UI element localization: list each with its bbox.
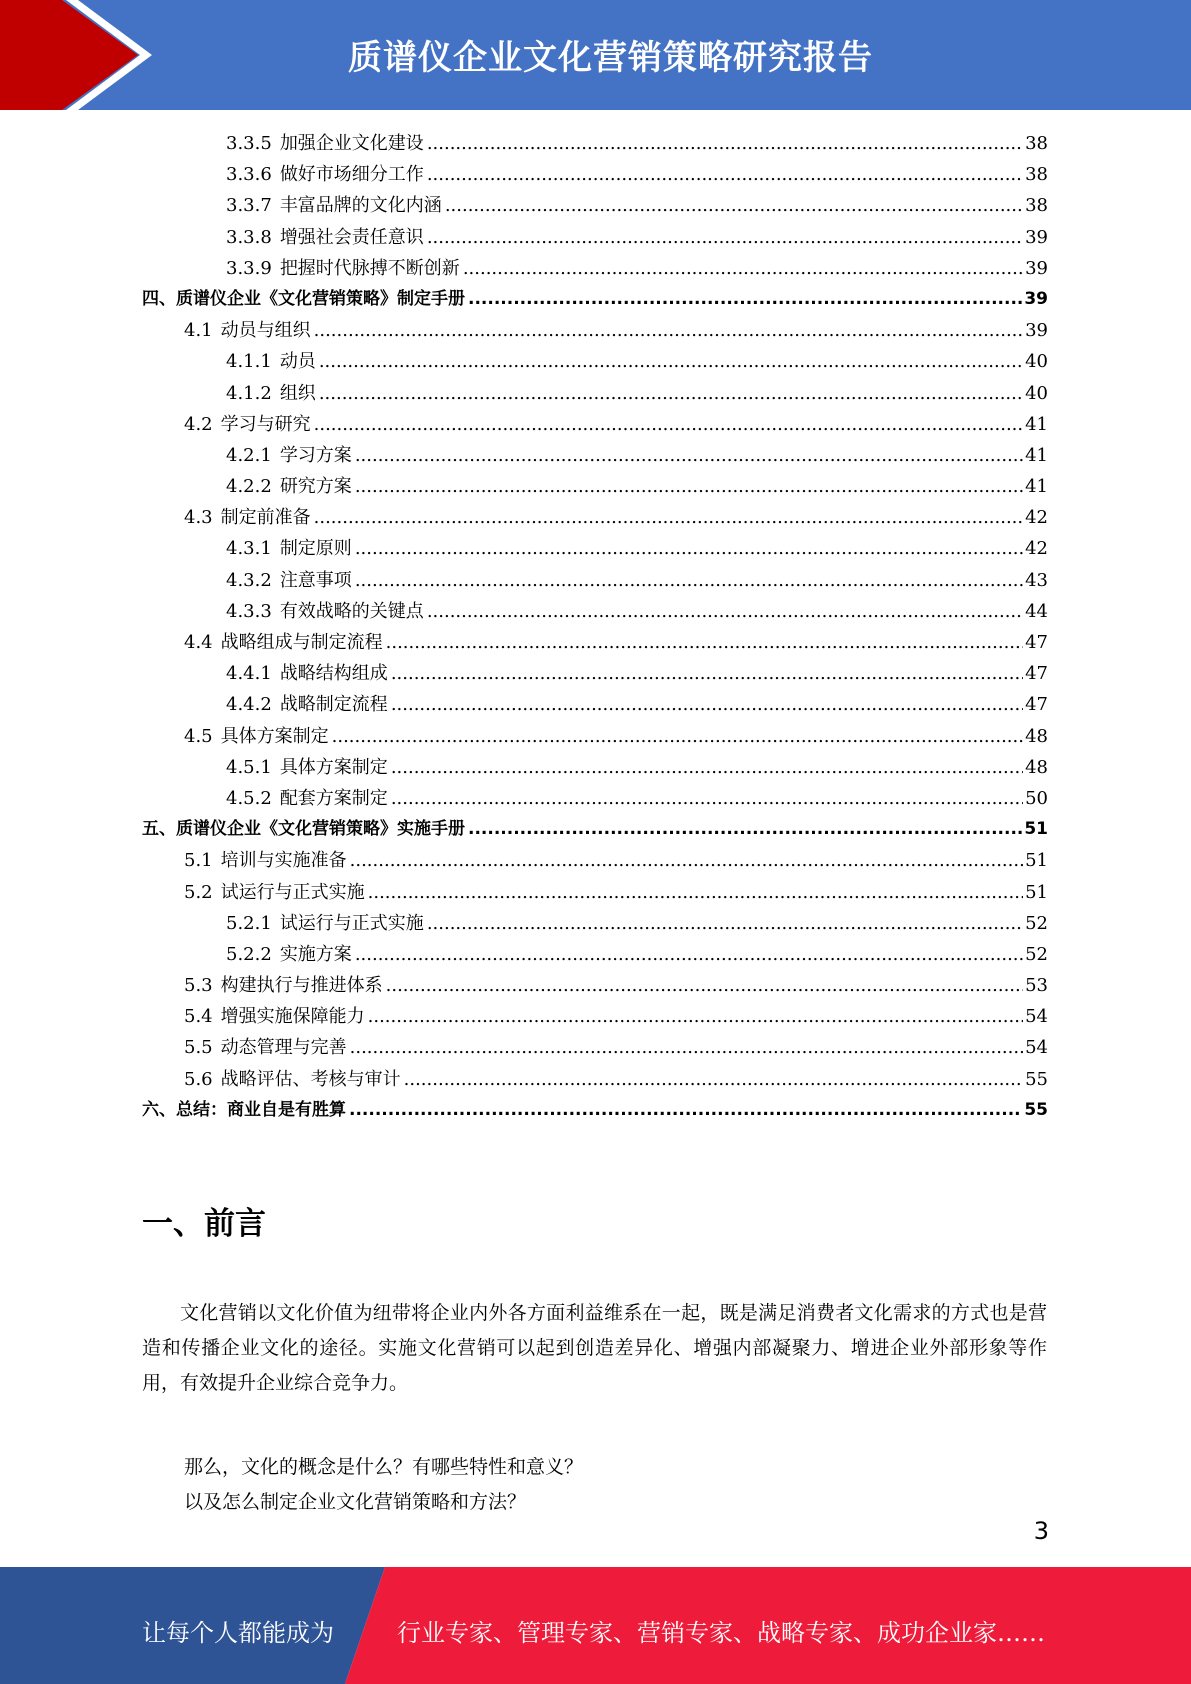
toc-entry-number: 4.4.1: [226, 663, 272, 685]
toc-entry[interactable]: [142, 721, 1048, 752]
toc-entry-number: 4.1: [184, 320, 213, 342]
toc-dot-leader: [314, 502, 1023, 533]
toc-entry-title: 试运行与正式实施: [220, 881, 365, 903]
toc-entry-page: 39: [1024, 288, 1048, 309]
toc-entry-title: 战略制定流程: [279, 694, 388, 716]
toc-entry[interactable]: [142, 783, 1048, 814]
toc-entry-page: 44: [1025, 600, 1048, 622]
table-of-contents: [142, 128, 1048, 1126]
toc-entry-page: 39: [1025, 257, 1048, 279]
toc-entry[interactable]: [142, 409, 1048, 440]
toc-entry-title: 配套方案制定: [279, 787, 388, 809]
toc-dot-leader: [404, 1064, 1023, 1095]
toc-entry-number: 4.3.3: [226, 600, 272, 622]
toc-entry[interactable]: [142, 533, 1048, 564]
toc-entry-number: 3.3.9: [226, 257, 272, 279]
toc-entry-title: 增强社会责任意识: [279, 226, 424, 248]
toc-entry[interactable]: [142, 970, 1048, 1001]
toc-entry-title: 具体方案制定: [220, 725, 329, 747]
toc-entry-title: 注意事项: [279, 569, 352, 591]
toc-entry-number: 4.5.2: [226, 787, 272, 809]
toc-dot-leader: [391, 752, 1023, 783]
toc-entry-title: 战略组成与制定流程: [220, 632, 383, 653]
toc-entry[interactable]: [142, 627, 1048, 658]
toc-dot-leader: [355, 565, 1023, 596]
toc-entry-number: 5.2: [184, 881, 213, 903]
toc-entry[interactable]: [142, 565, 1048, 596]
toc-dot-leader: [319, 378, 1023, 409]
toc-dot-leader: [355, 533, 1023, 564]
toc-entry-number: 4.2.1: [226, 444, 272, 466]
toc-entry-number: 4.4.2: [226, 694, 272, 716]
toc-entry-page: 38: [1025, 164, 1048, 186]
toc-dot-leader: [391, 783, 1023, 814]
toc-dot-leader: [386, 627, 1023, 658]
toc-entry-page: 41: [1025, 444, 1048, 466]
toc-entry-title: 增强实施保障能力: [220, 1006, 365, 1028]
toc-dot-leader: [332, 721, 1023, 752]
toc-entry-page: 42: [1025, 507, 1048, 529]
toc-dot-leader: [427, 159, 1023, 190]
toc-entry[interactable]: [142, 596, 1048, 627]
toc-entry-title: 组织: [279, 382, 316, 404]
toc-entry-page: 54: [1025, 1037, 1048, 1059]
toc-entry[interactable]: [142, 845, 1048, 876]
toc-entry[interactable]: [142, 378, 1048, 409]
toc-entry-number: 4.2.2: [226, 476, 272, 498]
toc-entry-number: 3.3.7: [226, 195, 272, 217]
toc-entry-title: 学习方案: [279, 444, 352, 466]
toc-entry-page: 39: [1025, 320, 1048, 342]
toc-dot-leader: [350, 1032, 1023, 1063]
toc-entry-page: 48: [1025, 756, 1048, 778]
toc-entry-title: 有效战略的关键点: [279, 600, 424, 622]
toc-entry[interactable]: [142, 1032, 1048, 1063]
toc-dot-leader: [427, 908, 1023, 939]
toc-entry-number: 5.1: [184, 850, 213, 872]
toc-entry-number: 3.3.8: [226, 226, 272, 248]
toc-entry[interactable]: [142, 471, 1048, 502]
toc-entry-page: 38: [1025, 195, 1048, 217]
toc-entry-page: 54: [1025, 1006, 1048, 1028]
toc-entry-title: 试运行与正式实施: [279, 912, 424, 934]
toc-entry-title: 培训与实施准备: [220, 850, 347, 872]
footer-slogan-right: 行业专家、管理专家、营销专家、战略专家、成功企业家……: [397, 1619, 1045, 1647]
toc-entry-number: 4.1.2: [226, 382, 272, 404]
footer-band: [0, 1567, 1191, 1684]
toc-entry-number: 4.2: [184, 413, 213, 435]
toc-entry-page: 53: [1025, 975, 1048, 997]
toc-entry-title: 动员: [279, 351, 316, 373]
toc-entry-page: 51: [1024, 819, 1048, 840]
toc-entry-page: 51: [1025, 881, 1048, 903]
toc-entry-page: 55: [1024, 1099, 1048, 1120]
toc-entry-title: 六、总结：商业自是有胜算: [142, 1099, 346, 1120]
toc-entry-page: 40: [1025, 351, 1048, 373]
toc-entry[interactable]: [142, 658, 1048, 689]
toc-dot-leader: [391, 658, 1023, 689]
toc-entry[interactable]: [142, 1001, 1048, 1032]
toc-entry-page: 39: [1025, 226, 1048, 248]
toc-entry[interactable]: [142, 908, 1048, 939]
toc-entry-page: 47: [1025, 694, 1048, 716]
toc-entry-page: 52: [1025, 943, 1048, 965]
page-number: 3: [1033, 1517, 1049, 1545]
toc-entry-page: 41: [1025, 476, 1048, 498]
toc-entry[interactable]: [142, 1095, 1048, 1126]
toc-entry-page: 48: [1025, 725, 1048, 747]
question-line-2: 以及怎么制定企业文化营销策略和方法？: [184, 1491, 527, 1513]
toc-entry-title: 实施方案: [279, 943, 352, 965]
toc-entry-title: 动员与组织: [220, 320, 311, 342]
toc-entry[interactable]: [142, 190, 1048, 221]
toc-dot-leader: [468, 284, 1022, 315]
toc-entry[interactable]: [142, 159, 1048, 190]
toc-entry-number: 5.3: [184, 975, 213, 997]
toc-entry[interactable]: [142, 689, 1048, 720]
document-title: 质谱仪企业文化营销策略研究报告: [348, 38, 873, 78]
toc-entry[interactable]: [142, 222, 1048, 253]
toc-entry-page: 50: [1025, 787, 1048, 809]
toc-entry-title: 加强企业文化建设: [279, 133, 424, 154]
toc-dot-leader: [314, 409, 1023, 440]
toc-entry-number: 3.3.5: [226, 133, 272, 154]
toc-entry-number: 4.4: [184, 632, 213, 653]
toc-entry-title: 具体方案制定: [279, 756, 388, 778]
toc-entry[interactable]: [142, 814, 1048, 845]
toc-dot-leader: [427, 222, 1023, 253]
toc-entry-number: 5.2.1: [226, 912, 272, 934]
header-band: [0, 0, 1191, 110]
toc-dot-leader: [386, 970, 1023, 1001]
toc-entry-title: 战略评估、考核与审计: [220, 1068, 401, 1090]
toc-entry-title: 构建执行与推进体系: [220, 975, 383, 997]
toc-dot-leader: [368, 877, 1023, 908]
toc-entry-page: 42: [1025, 538, 1048, 560]
toc-entry-title: 动态管理与完善: [220, 1037, 347, 1059]
toc-entry-number: 5.6: [184, 1068, 213, 1090]
toc-dot-leader: [355, 939, 1023, 970]
toc-entry[interactable]: [142, 877, 1048, 908]
toc-dot-leader: [349, 1095, 1022, 1126]
toc-dot-leader: [355, 440, 1023, 471]
toc-dot-leader: [427, 596, 1023, 627]
toc-entry-title: 丰富品牌的文化内涵: [279, 195, 442, 217]
toc-entry-page: 38: [1025, 133, 1048, 154]
toc-entry-number: 5.4: [184, 1006, 213, 1028]
toc-entry[interactable]: [142, 253, 1048, 284]
toc-dot-leader: [314, 315, 1023, 346]
toc-entry-title: 战略结构组成: [279, 663, 388, 685]
toc-entry-page: 40: [1025, 382, 1048, 404]
toc-entry-page: 47: [1025, 632, 1048, 653]
toc-entry-number: 3.3.6: [226, 164, 272, 186]
toc-entry-number: 4.5.1: [226, 756, 272, 778]
section-heading: 一、前言: [142, 1206, 266, 1242]
toc-dot-leader: [468, 814, 1022, 845]
toc-entry[interactable]: [142, 939, 1048, 970]
toc-dot-leader: [368, 1001, 1023, 1032]
toc-entry-number: 5.2.2: [226, 943, 272, 965]
toc-entry[interactable]: [142, 1064, 1048, 1095]
toc-entry-page: 52: [1025, 912, 1048, 934]
toc-entry-title: 四、质谱仪企业《文化营销策略》制定手册: [142, 288, 465, 309]
toc-entry[interactable]: [142, 346, 1048, 377]
toc-entry-number: 4.3: [184, 507, 213, 529]
toc-entry-number: 4.1.1: [226, 351, 272, 373]
toc-dot-leader: [445, 190, 1023, 221]
toc-entry-page: 47: [1025, 663, 1048, 685]
toc-entry-title: 做好市场细分工作: [279, 164, 424, 186]
toc-dot-leader: [427, 128, 1023, 159]
toc-entry[interactable]: [142, 284, 1048, 315]
toc-entry-title: 研究方案: [279, 476, 352, 498]
toc-dot-leader: [319, 346, 1023, 377]
toc-entry[interactable]: [142, 315, 1048, 346]
toc-entry-page: 41: [1025, 413, 1048, 435]
toc-entry-number: 4.3.1: [226, 538, 272, 560]
toc-dot-leader: [355, 471, 1023, 502]
footer-slogan-left: 让每个人都能成为: [142, 1619, 334, 1647]
toc-entry-title: 把握时代脉搏不断创新: [279, 257, 460, 279]
toc-entry-number: 4.5: [184, 725, 213, 747]
toc-entry[interactable]: [142, 502, 1048, 533]
toc-dot-leader: [463, 253, 1023, 284]
toc-entry-page: 51: [1025, 850, 1048, 872]
toc-entry-page: 43: [1025, 569, 1048, 591]
toc-entry-number: 4.3.2: [226, 569, 272, 591]
toc-dot-leader: [391, 689, 1023, 720]
toc-entry-title: 制定原则: [279, 538, 352, 560]
toc-entry-number: 5.5: [184, 1037, 213, 1059]
toc-entry-title: 学习与研究: [220, 413, 311, 435]
toc-entry[interactable]: [142, 128, 1048, 159]
toc-entry-title: 制定前准备: [220, 507, 311, 529]
toc-entry[interactable]: [142, 440, 1048, 471]
intro-paragraph: 文化营销以文化价值为纽带将企业内外各方面利益维系在一起，既是满足消费者文化需求的方式也是营造和传播企业文化的途径。实施文化营销可以起到创造差异化、增强内部凝聚力、增进企业外部形象等作用，有效提升企业综合竞争力。: [142, 1302, 1047, 1394]
toc-entry-page: 55: [1025, 1068, 1048, 1090]
toc-dot-leader: [350, 845, 1023, 876]
toc-entry[interactable]: [142, 752, 1048, 783]
toc-entry-title: 五、质谱仪企业《文化营销策略》实施手册: [142, 819, 465, 840]
question-line-1: 那么，文化的概念是什么？有哪些特性和意义？: [184, 1456, 584, 1478]
